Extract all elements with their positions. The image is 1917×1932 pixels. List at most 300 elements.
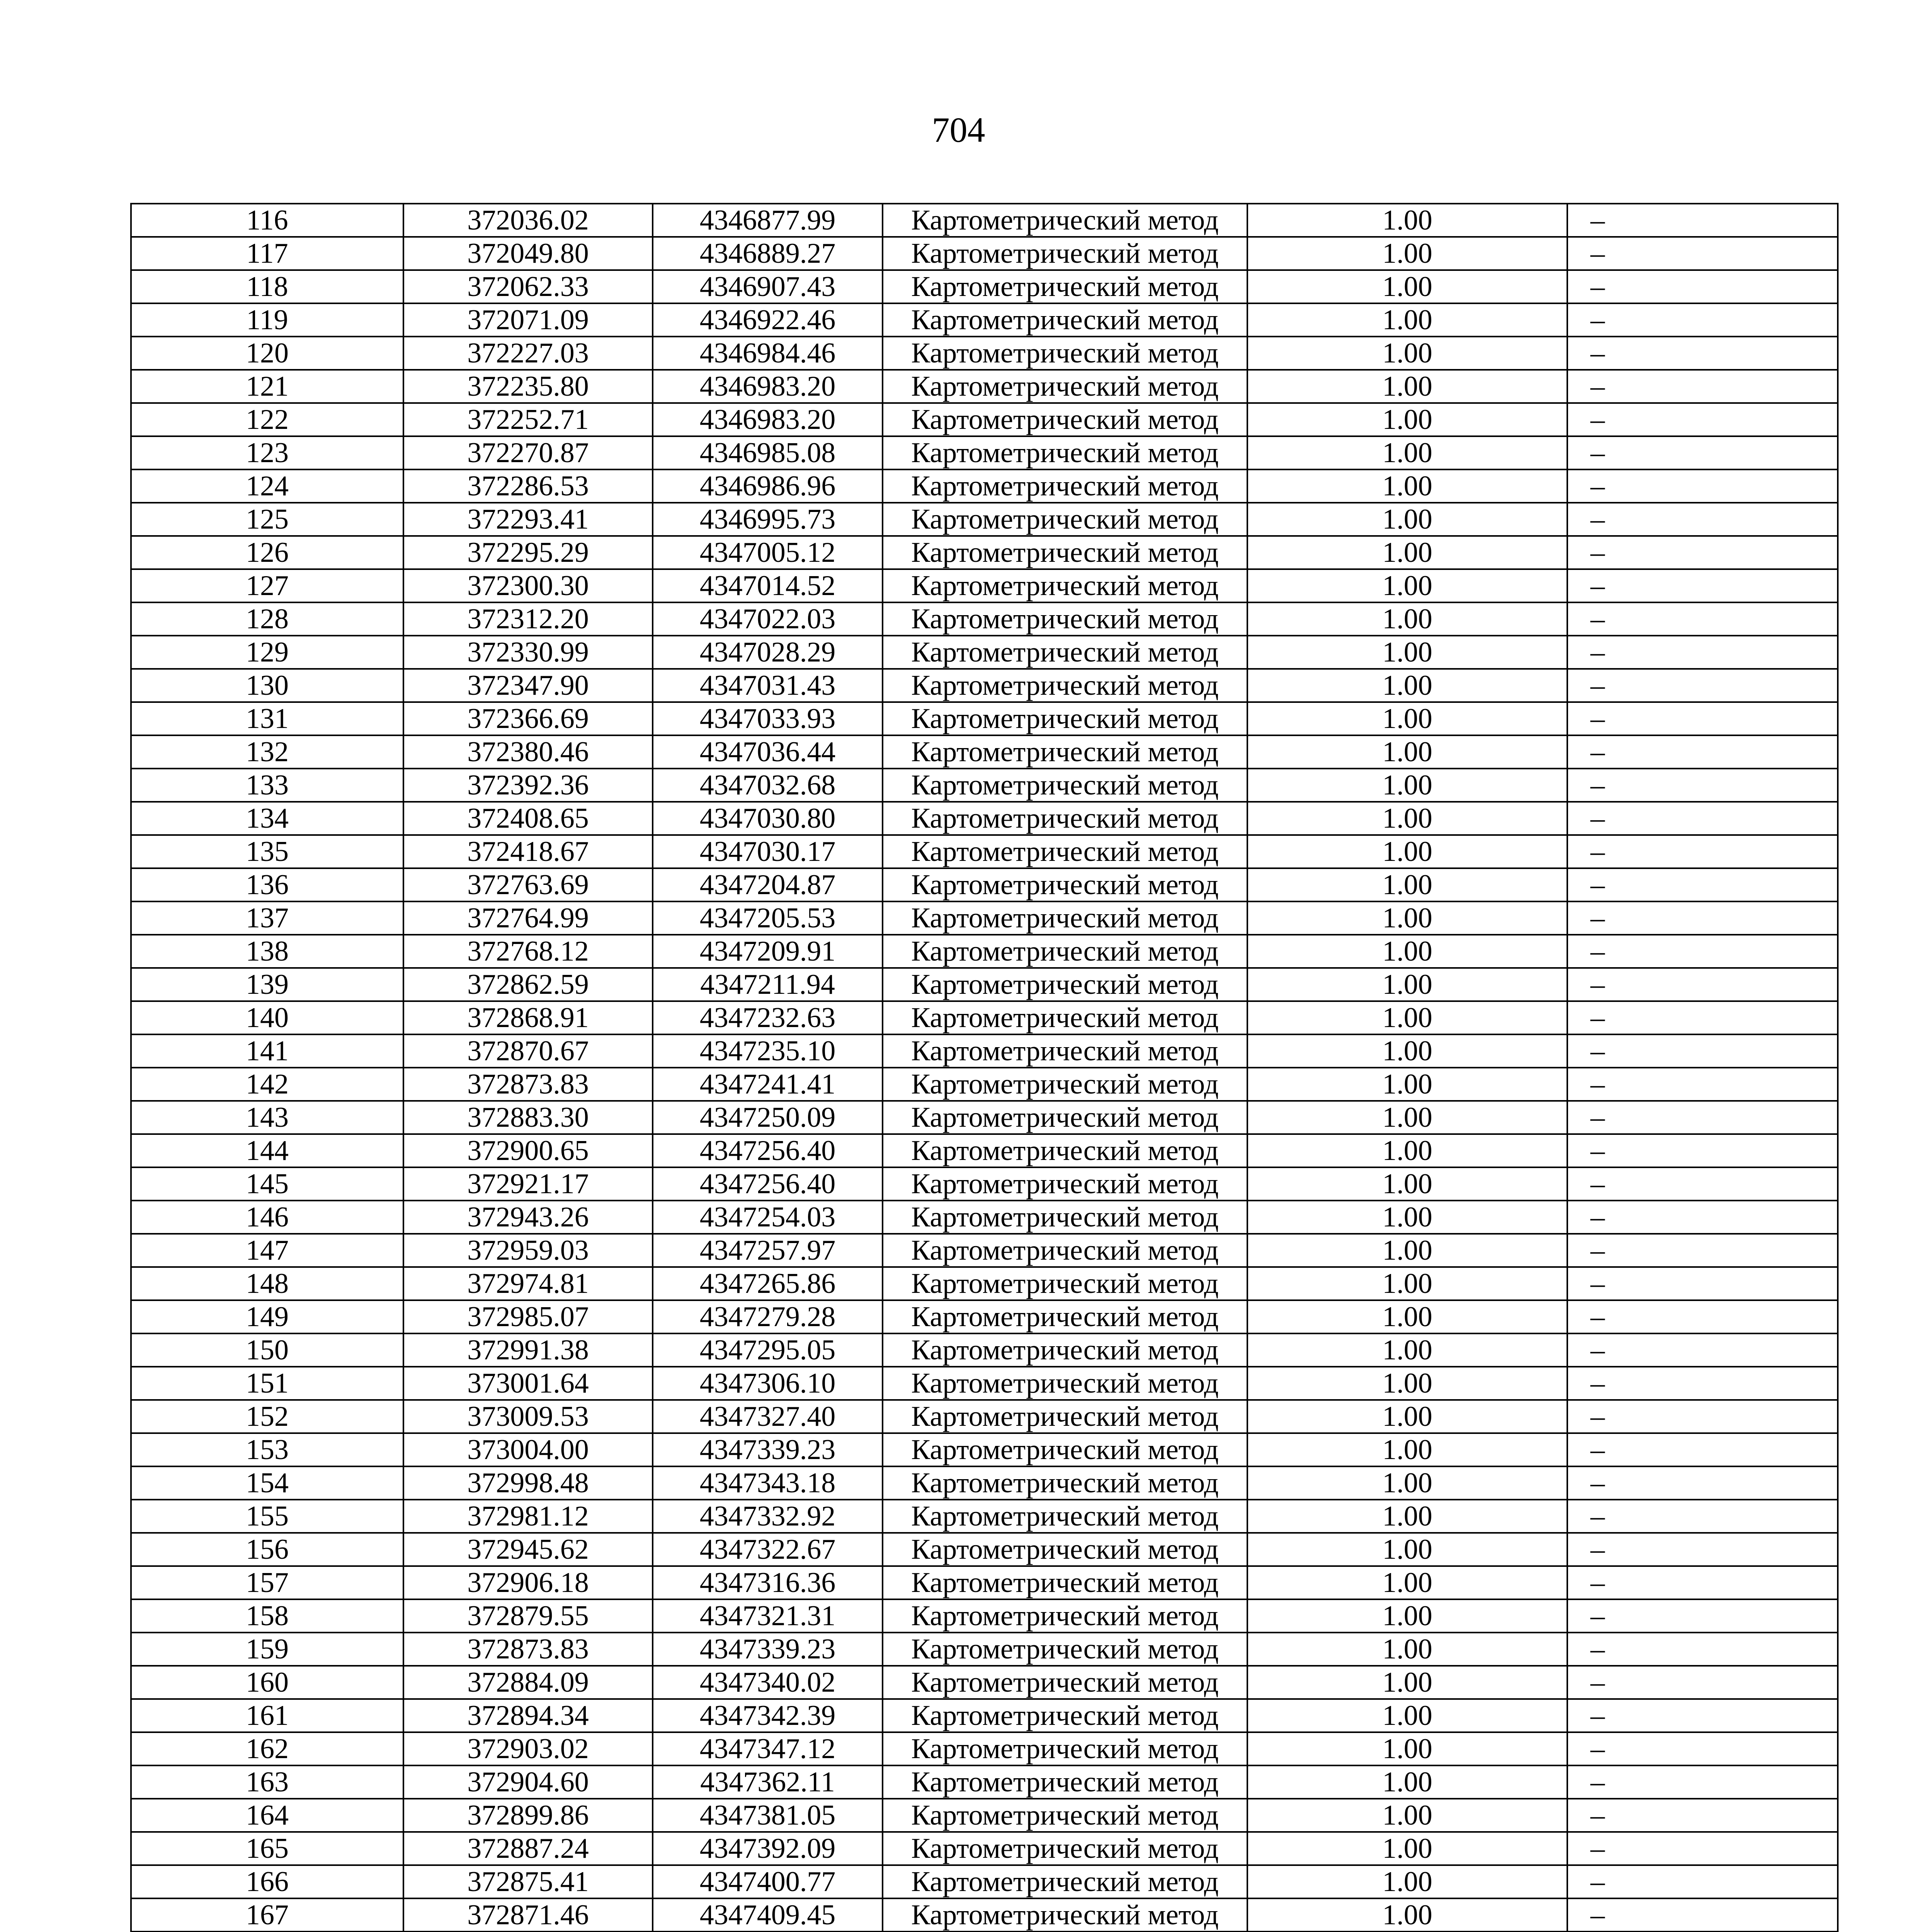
method-cell: Картометрический метод [883, 1765, 1247, 1799]
point-number-cell: 141 [131, 1034, 403, 1068]
method-cell: Картометрический метод [883, 735, 1247, 769]
y-coordinate-cell: 4347205.53 [653, 901, 883, 935]
point-number-cell: 128 [131, 602, 403, 636]
y-coordinate-cell: 4346984.46 [653, 337, 883, 370]
accuracy-cell: 1.00 [1247, 436, 1567, 469]
method-cell: Картометрический метод [883, 1333, 1247, 1367]
table-row [131, 1400, 1838, 1433]
point-number-cell: 130 [131, 669, 403, 702]
accuracy-cell: 1.00 [1247, 1765, 1567, 1799]
table-row [131, 1799, 1838, 1832]
x-coordinate-cell: 372286.53 [403, 469, 653, 503]
table-row [131, 968, 1838, 1001]
accuracy-cell: 1.00 [1247, 370, 1567, 403]
accuracy-cell: 1.00 [1247, 337, 1567, 370]
accuracy-cell: 1.00 [1247, 1101, 1567, 1134]
method-cell: Картометрический метод [883, 1400, 1247, 1433]
y-coordinate-cell: 4347030.80 [653, 802, 883, 835]
dash-cell: – [1567, 303, 1838, 337]
method-cell: Картометрический метод [883, 1633, 1247, 1666]
x-coordinate-cell: 372884.09 [403, 1666, 653, 1699]
point-number-cell: 124 [131, 469, 403, 503]
x-coordinate-cell: 372036.02 [403, 204, 653, 237]
table-row [131, 1898, 1838, 1932]
x-coordinate-cell: 373004.00 [403, 1433, 653, 1466]
method-cell: Картометрический метод [883, 1433, 1247, 1466]
point-number-cell: 120 [131, 337, 403, 370]
y-coordinate-cell: 4346995.73 [653, 503, 883, 536]
point-number-cell: 151 [131, 1367, 403, 1400]
table-row [131, 1433, 1838, 1466]
point-number-cell: 164 [131, 1799, 403, 1832]
method-cell: Картометрический метод [883, 436, 1247, 469]
dash-cell: – [1567, 1799, 1838, 1832]
accuracy-cell: 1.00 [1247, 1267, 1567, 1300]
point-number-cell: 162 [131, 1732, 403, 1765]
point-number-cell: 125 [131, 503, 403, 536]
accuracy-cell: 1.00 [1247, 1466, 1567, 1500]
table-row [131, 303, 1838, 337]
dash-cell: – [1567, 1134, 1838, 1167]
dash-cell: – [1567, 1500, 1838, 1533]
accuracy-cell: 1.00 [1247, 1500, 1567, 1533]
dash-cell: – [1567, 702, 1838, 735]
point-number-cell: 154 [131, 1466, 403, 1500]
accuracy-cell: 1.00 [1247, 1566, 1567, 1599]
x-coordinate-cell: 372300.30 [403, 569, 653, 602]
x-coordinate-cell: 372906.18 [403, 1566, 653, 1599]
y-coordinate-cell: 4347339.23 [653, 1433, 883, 1466]
method-cell: Картометрический метод [883, 303, 1247, 337]
accuracy-cell: 1.00 [1247, 769, 1567, 802]
y-coordinate-cell: 4347033.93 [653, 702, 883, 735]
accuracy-cell: 1.00 [1247, 1865, 1567, 1898]
x-coordinate-cell: 372870.67 [403, 1034, 653, 1068]
point-number-cell: 147 [131, 1234, 403, 1267]
method-cell: Картометрический метод [883, 1201, 1247, 1234]
accuracy-cell: 1.00 [1247, 237, 1567, 270]
point-number-cell: 152 [131, 1400, 403, 1433]
method-cell: Картометрический метод [883, 935, 1247, 968]
table-row [131, 503, 1838, 536]
method-cell: Картометрический метод [883, 968, 1247, 1001]
table-row [131, 702, 1838, 735]
dash-cell: – [1567, 370, 1838, 403]
y-coordinate-cell: 4347030.17 [653, 835, 883, 868]
x-coordinate-cell: 372873.83 [403, 1068, 653, 1101]
dash-cell: – [1567, 1034, 1838, 1068]
x-coordinate-cell: 372875.41 [403, 1865, 653, 1898]
table-row [131, 1865, 1838, 1898]
method-cell: Картометрический метод [883, 403, 1247, 436]
table-row [131, 1367, 1838, 1400]
x-coordinate-cell: 372768.12 [403, 935, 653, 968]
dash-cell: – [1567, 802, 1838, 835]
y-coordinate-cell: 4347235.10 [653, 1034, 883, 1068]
table-row [131, 868, 1838, 901]
point-number-cell: 121 [131, 370, 403, 403]
dash-cell: – [1567, 1001, 1838, 1034]
point-number-cell: 126 [131, 536, 403, 569]
method-cell: Картометрический метод [883, 1001, 1247, 1034]
accuracy-cell: 1.00 [1247, 1068, 1567, 1101]
table-row [131, 1466, 1838, 1500]
y-coordinate-cell: 4347362.11 [653, 1765, 883, 1799]
x-coordinate-cell: 372392.36 [403, 769, 653, 802]
point-number-cell: 132 [131, 735, 403, 769]
table-row [131, 1101, 1838, 1134]
dash-cell: – [1567, 1367, 1838, 1400]
y-coordinate-cell: 4346986.96 [653, 469, 883, 503]
point-number-cell: 122 [131, 403, 403, 436]
table-row [131, 370, 1838, 403]
accuracy-cell: 1.00 [1247, 1300, 1567, 1333]
point-number-cell: 143 [131, 1101, 403, 1134]
dash-cell: – [1567, 835, 1838, 868]
method-cell: Картометрический метод [883, 669, 1247, 702]
dash-cell: – [1567, 602, 1838, 636]
accuracy-cell: 1.00 [1247, 1533, 1567, 1566]
dash-cell: – [1567, 735, 1838, 769]
y-coordinate-cell: 4347204.87 [653, 868, 883, 901]
table-row [131, 935, 1838, 968]
x-coordinate-cell: 372235.80 [403, 370, 653, 403]
dash-cell: – [1567, 337, 1838, 370]
x-coordinate-cell: 372904.60 [403, 1765, 653, 1799]
y-coordinate-cell: 4347322.67 [653, 1533, 883, 1566]
accuracy-cell: 1.00 [1247, 1599, 1567, 1633]
table-row [131, 1300, 1838, 1333]
accuracy-cell: 1.00 [1247, 469, 1567, 503]
x-coordinate-cell: 372921.17 [403, 1167, 653, 1201]
y-coordinate-cell: 4346889.27 [653, 237, 883, 270]
y-coordinate-cell: 4347265.86 [653, 1267, 883, 1300]
table-row [131, 1533, 1838, 1566]
accuracy-cell: 1.00 [1247, 735, 1567, 769]
method-cell: Картометрический метод [883, 868, 1247, 901]
y-coordinate-cell: 4347209.91 [653, 935, 883, 968]
accuracy-cell: 1.00 [1247, 536, 1567, 569]
point-number-cell: 117 [131, 237, 403, 270]
table-row [131, 802, 1838, 835]
y-coordinate-cell: 4347022.03 [653, 602, 883, 636]
accuracy-cell: 1.00 [1247, 702, 1567, 735]
point-number-cell: 159 [131, 1633, 403, 1666]
method-cell: Картометрический метод [883, 1599, 1247, 1633]
point-number-cell: 116 [131, 204, 403, 237]
dash-cell: – [1567, 536, 1838, 569]
x-coordinate-cell: 372900.65 [403, 1134, 653, 1167]
x-coordinate-cell: 372071.09 [403, 303, 653, 337]
accuracy-cell: 1.00 [1247, 1633, 1567, 1666]
point-number-cell: 145 [131, 1167, 403, 1201]
dash-cell: – [1567, 1566, 1838, 1599]
point-number-cell: 161 [131, 1699, 403, 1732]
x-coordinate-cell: 372871.46 [403, 1898, 653, 1932]
table-row [131, 1267, 1838, 1300]
table-row [131, 835, 1838, 868]
x-coordinate-cell: 373001.64 [403, 1367, 653, 1400]
method-cell: Картометрический метод [883, 1865, 1247, 1898]
table-row [131, 337, 1838, 370]
dash-cell: – [1567, 1633, 1838, 1666]
method-cell: Картометрический метод [883, 1034, 1247, 1068]
method-cell: Картометрический метод [883, 270, 1247, 303]
table-row [131, 403, 1838, 436]
point-number-cell: 136 [131, 868, 403, 901]
method-cell: Картометрический метод [883, 1101, 1247, 1134]
point-number-cell: 131 [131, 702, 403, 735]
point-number-cell: 118 [131, 270, 403, 303]
table-row [131, 636, 1838, 669]
y-coordinate-cell: 4347347.12 [653, 1732, 883, 1765]
table-row [131, 270, 1838, 303]
method-cell: Картометрический метод [883, 1898, 1247, 1932]
y-coordinate-cell: 4347014.52 [653, 569, 883, 602]
method-cell: Картометрический метод [883, 469, 1247, 503]
point-number-cell: 138 [131, 935, 403, 968]
accuracy-cell: 1.00 [1247, 1666, 1567, 1699]
accuracy-cell: 1.00 [1247, 1234, 1567, 1267]
method-cell: Картометрический метод [883, 1832, 1247, 1865]
dash-cell: – [1567, 1466, 1838, 1500]
dash-cell: – [1567, 1201, 1838, 1234]
table-row [131, 1034, 1838, 1068]
y-coordinate-cell: 4347031.43 [653, 669, 883, 702]
point-number-cell: 129 [131, 636, 403, 669]
x-coordinate-cell: 372252.71 [403, 403, 653, 436]
table-row [131, 769, 1838, 802]
dash-cell: – [1567, 1699, 1838, 1732]
accuracy-cell: 1.00 [1247, 1034, 1567, 1068]
y-coordinate-cell: 4347250.09 [653, 1101, 883, 1134]
x-coordinate-cell: 372408.65 [403, 802, 653, 835]
table-row [131, 536, 1838, 569]
x-coordinate-cell: 372227.03 [403, 337, 653, 370]
x-coordinate-cell: 372380.46 [403, 735, 653, 769]
y-coordinate-cell: 4347254.03 [653, 1201, 883, 1234]
y-coordinate-cell: 4347005.12 [653, 536, 883, 569]
point-number-cell: 158 [131, 1599, 403, 1633]
dash-cell: – [1567, 769, 1838, 802]
accuracy-cell: 1.00 [1247, 1167, 1567, 1201]
y-coordinate-cell: 4347381.05 [653, 1799, 883, 1832]
y-coordinate-cell: 4347211.94 [653, 968, 883, 1001]
y-coordinate-cell: 4346983.20 [653, 403, 883, 436]
accuracy-cell: 1.00 [1247, 1333, 1567, 1367]
accuracy-cell: 1.00 [1247, 204, 1567, 237]
accuracy-cell: 1.00 [1247, 270, 1567, 303]
x-coordinate-cell: 372883.30 [403, 1101, 653, 1134]
method-cell: Картометрический метод [883, 1500, 1247, 1533]
point-number-cell: 166 [131, 1865, 403, 1898]
x-coordinate-cell: 372879.55 [403, 1599, 653, 1633]
accuracy-cell: 1.00 [1247, 1799, 1567, 1832]
accuracy-cell: 1.00 [1247, 835, 1567, 868]
dash-cell: – [1567, 1234, 1838, 1267]
y-coordinate-cell: 4347257.97 [653, 1234, 883, 1267]
dash-cell: – [1567, 1865, 1838, 1898]
point-number-cell: 167 [131, 1898, 403, 1932]
x-coordinate-cell: 372981.12 [403, 1500, 653, 1533]
x-coordinate-cell: 372985.07 [403, 1300, 653, 1333]
dash-cell: – [1567, 868, 1838, 901]
table-row [131, 1500, 1838, 1533]
accuracy-cell: 1.00 [1247, 1001, 1567, 1034]
table-row [131, 569, 1838, 602]
x-coordinate-cell: 372899.86 [403, 1799, 653, 1832]
dash-cell: – [1567, 1732, 1838, 1765]
dash-cell: – [1567, 1599, 1838, 1633]
y-coordinate-cell: 4347400.77 [653, 1865, 883, 1898]
coordinates-table [130, 203, 1839, 1932]
dash-cell: – [1567, 1101, 1838, 1134]
y-coordinate-cell: 4347241.41 [653, 1068, 883, 1101]
dash-cell: – [1567, 935, 1838, 968]
method-cell: Картометрический метод [883, 1799, 1247, 1832]
y-coordinate-cell: 4347256.40 [653, 1134, 883, 1167]
table-row [131, 469, 1838, 503]
x-coordinate-cell: 372943.26 [403, 1201, 653, 1234]
accuracy-cell: 1.00 [1247, 935, 1567, 968]
x-coordinate-cell: 372868.91 [403, 1001, 653, 1034]
point-number-cell: 142 [131, 1068, 403, 1101]
dash-cell: – [1567, 1765, 1838, 1799]
accuracy-cell: 1.00 [1247, 1367, 1567, 1400]
y-coordinate-cell: 4346907.43 [653, 270, 883, 303]
x-coordinate-cell: 372330.99 [403, 636, 653, 669]
x-coordinate-cell: 373009.53 [403, 1400, 653, 1433]
accuracy-cell: 1.00 [1247, 1732, 1567, 1765]
method-cell: Картометрический метод [883, 370, 1247, 403]
dash-cell: – [1567, 1666, 1838, 1699]
x-coordinate-cell: 372945.62 [403, 1533, 653, 1566]
x-coordinate-cell: 372062.33 [403, 270, 653, 303]
dash-cell: – [1567, 1533, 1838, 1566]
x-coordinate-cell: 372295.29 [403, 536, 653, 569]
accuracy-cell: 1.00 [1247, 1400, 1567, 1433]
method-cell: Картометрический метод [883, 1167, 1247, 1201]
point-number-cell: 134 [131, 802, 403, 835]
point-number-cell: 119 [131, 303, 403, 337]
x-coordinate-cell: 372293.41 [403, 503, 653, 536]
x-coordinate-cell: 372873.83 [403, 1633, 653, 1666]
y-coordinate-cell: 4347342.39 [653, 1699, 883, 1732]
accuracy-cell: 1.00 [1247, 868, 1567, 901]
point-number-cell: 148 [131, 1267, 403, 1300]
accuracy-cell: 1.00 [1247, 569, 1567, 602]
dash-cell: – [1567, 204, 1838, 237]
y-coordinate-cell: 4347332.92 [653, 1500, 883, 1533]
dash-cell: – [1567, 1267, 1838, 1300]
table-row [131, 237, 1838, 270]
table-row [131, 1699, 1838, 1732]
table-row [131, 901, 1838, 935]
table-row [131, 436, 1838, 469]
y-coordinate-cell: 4347343.18 [653, 1466, 883, 1500]
x-coordinate-cell: 372764.99 [403, 901, 653, 935]
y-coordinate-cell: 4347409.45 [653, 1898, 883, 1932]
x-coordinate-cell: 372418.67 [403, 835, 653, 868]
table-row [131, 1765, 1838, 1799]
accuracy-cell: 1.00 [1247, 901, 1567, 935]
dash-cell: – [1567, 1300, 1838, 1333]
accuracy-cell: 1.00 [1247, 403, 1567, 436]
method-cell: Картометрический метод [883, 1300, 1247, 1333]
point-number-cell: 149 [131, 1300, 403, 1333]
dash-cell: – [1567, 270, 1838, 303]
table-row [131, 1333, 1838, 1367]
y-coordinate-cell: 4347392.09 [653, 1832, 883, 1865]
method-cell: Картометрический метод [883, 237, 1247, 270]
y-coordinate-cell: 4347316.36 [653, 1566, 883, 1599]
y-coordinate-cell: 4347032.68 [653, 769, 883, 802]
x-coordinate-cell: 372763.69 [403, 868, 653, 901]
table-row [131, 204, 1838, 237]
table-row [131, 1234, 1838, 1267]
accuracy-cell: 1.00 [1247, 602, 1567, 636]
accuracy-cell: 1.00 [1247, 802, 1567, 835]
point-number-cell: 160 [131, 1666, 403, 1699]
table-row [131, 1732, 1838, 1765]
x-coordinate-cell: 372894.34 [403, 1699, 653, 1732]
dash-cell: – [1567, 469, 1838, 503]
accuracy-cell: 1.00 [1247, 503, 1567, 536]
y-coordinate-cell: 4347306.10 [653, 1367, 883, 1400]
table-row [131, 669, 1838, 702]
point-number-cell: 133 [131, 769, 403, 802]
point-number-cell: 165 [131, 1832, 403, 1865]
y-coordinate-cell: 4346922.46 [653, 303, 883, 337]
dash-cell: – [1567, 569, 1838, 602]
table-row [131, 1167, 1838, 1201]
method-cell: Картометрический метод [883, 503, 1247, 536]
method-cell: Картометрический метод [883, 636, 1247, 669]
dash-cell: – [1567, 669, 1838, 702]
coordinates-table-body [131, 204, 1838, 1932]
method-cell: Картометрический метод [883, 536, 1247, 569]
dash-cell: – [1567, 1898, 1838, 1932]
x-coordinate-cell: 372991.38 [403, 1333, 653, 1367]
method-cell: Картометрический метод [883, 1367, 1247, 1400]
point-number-cell: 153 [131, 1433, 403, 1466]
table-row [131, 1201, 1838, 1234]
dash-cell: – [1567, 237, 1838, 270]
method-cell: Картометрический метод [883, 1068, 1247, 1101]
method-cell: Картометрический метод [883, 901, 1247, 935]
accuracy-cell: 1.00 [1247, 1898, 1567, 1932]
dash-cell: – [1567, 901, 1838, 935]
method-cell: Картометрический метод [883, 569, 1247, 602]
method-cell: Картометрический метод [883, 1666, 1247, 1699]
x-coordinate-cell: 372366.69 [403, 702, 653, 735]
method-cell: Картометрический метод [883, 1267, 1247, 1300]
dash-cell: – [1567, 1400, 1838, 1433]
method-cell: Картометрический метод [883, 1699, 1247, 1732]
x-coordinate-cell: 372998.48 [403, 1466, 653, 1500]
point-number-cell: 156 [131, 1533, 403, 1566]
y-coordinate-cell: 4347036.44 [653, 735, 883, 769]
y-coordinate-cell: 4346985.08 [653, 436, 883, 469]
dash-cell: – [1567, 1433, 1838, 1466]
method-cell: Картометрический метод [883, 835, 1247, 868]
accuracy-cell: 1.00 [1247, 636, 1567, 669]
method-cell: Картометрический метод [883, 702, 1247, 735]
point-number-cell: 135 [131, 835, 403, 868]
point-number-cell: 146 [131, 1201, 403, 1234]
table-row [131, 1134, 1838, 1167]
table-row [131, 1001, 1838, 1034]
